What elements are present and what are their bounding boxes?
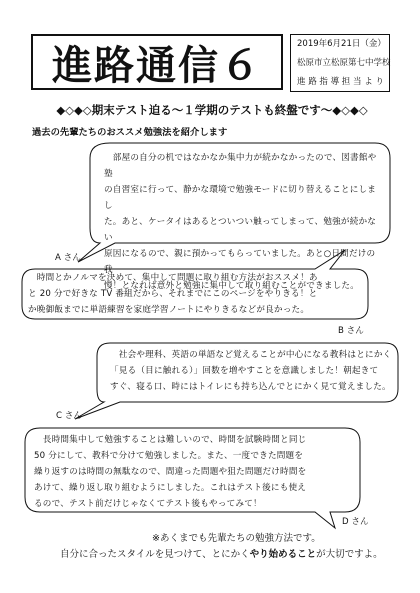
advice-b-line: と 20 分で好きな TV 番組だから、それまでにこのページをやりきる！と [28,289,318,299]
headline: ◆◇◆◇期末テスト迫る～１学期のテストも終盤です～◆◇◆◇ [56,103,368,117]
advice-a-line: 原因になるので、親に預かってもらっていました。あと○日間だけの我 [104,249,376,275]
advice-a-line: 慢！となれば意外と勉強に集中して取り組むことができました。 [104,281,360,291]
advice-a-line: の自習室に行って、静かな環境で勉強モードに切り替えることにしまし [104,185,377,211]
advice-c-line: 社会や理科、英語の単語など覚えることが中心になる教科はとにかく [110,350,392,360]
newsletter-title: 進路通信６ [52,42,262,89]
issue-date: 2019年6月21日（金） [297,39,386,49]
footer-message [60,546,383,560]
advice-d-text [34,432,359,512]
author: 進 路 指 導 担 当 よ り [297,77,384,87]
speaker-d: D さん [342,517,369,527]
advice-c-text [110,347,395,395]
footer-emphasis: やり始めること [249,549,317,560]
advice-b-line: か晩御飯までに単語練習を家庭学習ノートにやりきるなどが良かった。 [28,305,310,315]
school-name: 松原市立松原第七中学校 [297,58,391,68]
speaker-c: C さん [56,411,82,421]
speaker-a: A さん [55,253,81,263]
advice-b-line: 時間とかノルマを決めて、集中して問題に取り組む方法がおススメ！あ [28,273,318,283]
intro-text: 過去の先輩たちのおススメ勉強法を紹介します [32,127,228,138]
advice-c-line: すぐ、寝る口、時にはトイレにも持ち込んでとにかく見て覚えました。 [110,382,391,392]
advice-c-line: 「見る（目に触れる）」回数を増やすことを意識しました！朝起きて [110,366,379,376]
advice-d-line: あけて、繰り返し取り組むようにしました。これはテスト後にも使え [34,483,307,493]
footer-note: ※あくまでも先輩たちの勉強方法です。 [152,533,321,544]
advice-d-line: るので、テスト前だけじゃなくてテスト後もやってみて！ [34,499,262,509]
advice-b-text [28,270,366,318]
footer-text-before: 自分に合ったスタイルを見つけて、とにかく [60,549,250,560]
advice-a-line: 部屋の自分の机ではなかなか集中力が続かなかったので、図書館や塾 [104,153,377,179]
footer-text-after: が大切ですよ。 [316,549,383,560]
advice-d-line: 50 分にして、教科で分けて勉強しました。また、一度できた問題を [34,451,304,461]
advice-d-line: 繰り返すのは時間の無駄なので、間違った問題や狙た問題だけ時間を [34,467,307,477]
speaker-b: B さん [338,326,364,336]
advice-a-line: た。あと、ケータイはあるとついつい触ってしまって、勉強が続かない [104,217,377,243]
advice-d-line: 長時間集中して勉強することは難しいので、時間を試験時間と同じ [34,435,307,445]
